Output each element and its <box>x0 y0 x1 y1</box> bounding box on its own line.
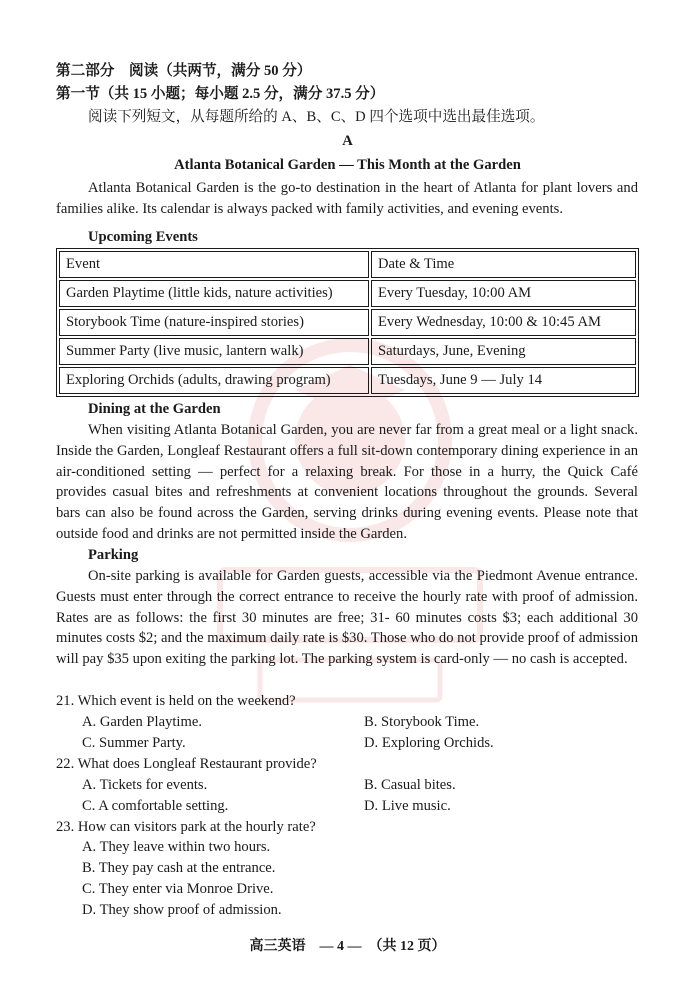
instruction-text: 阅读下列短文，从每题所给的 A、B、C、D 四个选项中选出最佳选项。 <box>88 109 545 125</box>
table-row <box>59 367 636 394</box>
question-stem: 21. Which event is held on the weekend? <box>56 693 296 709</box>
question-stem: 22. What does Longleaf Restaurant provide? <box>56 756 317 772</box>
option-b[interactable]: B. Storybook Time. <box>364 714 480 730</box>
option-a[interactable]: A. They leave within two hours. <box>82 839 271 855</box>
table-header-cell: Date & Time <box>371 251 636 278</box>
option-b[interactable]: B. They pay cash at the entrance. <box>82 860 276 876</box>
page-footer: 高三英语 — 4 — （共 12 页） <box>249 939 446 954</box>
table-row <box>59 309 636 336</box>
passage-letter: A <box>342 133 353 149</box>
table-header-row <box>59 251 636 278</box>
event-date-cell: Every Tuesday, 10:00 AM <box>371 280 636 307</box>
event-name-cell: Storybook Time (nature-inspired stories) <box>59 309 369 336</box>
question-stem: 23. How can visitors park at the hourly rate? <box>56 819 316 835</box>
events-table <box>56 248 639 397</box>
parking-paragraph: On-site parking is available for Garden guests, accessible via the Piedmont Avenue entrance. Guests must enter through the correct entrance to receive the hourly rate with proof of admission. Rates are as follows: the first 30 minutes are free; 31- 60 minutes costs $3; each additional 30 minutes costs $2; and the maximum daily rate is $30. Those who do not provide proof of admission will pay $35 upon exiting the parking lot. The parking system is card-only — no cash is accepted. <box>56 568 638 668</box>
option-d[interactable]: D. They show proof of admission. <box>82 902 282 918</box>
event-name-cell: Garden Playtime (little kids, nature activities) <box>59 280 369 307</box>
event-date-cell: Every Wednesday, 10:00 & 10:45 AM <box>371 309 636 336</box>
section-heading: 第一节（共 15 小题；每小题 2.5 分，满分 37.5 分） <box>56 86 385 102</box>
parking-heading: Parking <box>88 547 139 563</box>
events-heading: Upcoming Events <box>88 229 198 245</box>
option-a[interactable]: A. Tickets for events. <box>82 777 208 793</box>
event-name-cell: Exploring Orchids (adults, drawing program) <box>59 367 369 394</box>
part-heading: 第二部分 阅读（共两节，满分 50 分） <box>56 63 312 79</box>
intro-paragraph: Atlanta Botanical Garden is the go-to destination in the heart of Atlanta for plant lovers and families alike. Its calendar is always packed with family activities, and evening events. <box>56 180 638 217</box>
table-header-cell: Event <box>59 251 369 278</box>
dining-heading: Dining at the Garden <box>88 401 221 417</box>
table-row <box>59 280 636 307</box>
event-date-cell: Tuesdays, June 9 — July 14 <box>371 367 636 394</box>
option-d[interactable]: D. Exploring Orchids. <box>364 735 494 751</box>
dining-paragraph: When visiting Atlanta Botanical Garden, you are never far from a great meal or a light snack. Inside the Garden, Longleaf Restaurant offers a full sit-down contemporary dining experience in an air-conditioned setting — perfect for a relaxing break. For those in a hurry, the Quick Café provides casual bites and refreshments at convenient locations throughout the grounds. Several bars can also be found across the Garden, serving drinks during evening events. Please note that outside food and drinks are not permitted inside the Garden. <box>56 422 638 542</box>
option-c[interactable]: C. A comfortable setting. <box>82 798 229 814</box>
option-c[interactable]: C. They enter via Monroe Drive. <box>82 881 274 897</box>
event-date-cell: Saturdays, June, Evening <box>371 338 636 365</box>
table-row <box>59 338 636 365</box>
option-b[interactable]: B. Casual bites. <box>364 777 456 793</box>
event-name-cell: Summer Party (live music, lantern walk) <box>59 338 369 365</box>
option-c[interactable]: C. Summer Party. <box>82 735 186 751</box>
option-a[interactable]: A. Garden Playtime. <box>82 714 202 730</box>
option-d[interactable]: D. Live music. <box>364 798 451 814</box>
passage-title: Atlanta Botanical Garden — This Month at the Garden <box>174 157 521 173</box>
